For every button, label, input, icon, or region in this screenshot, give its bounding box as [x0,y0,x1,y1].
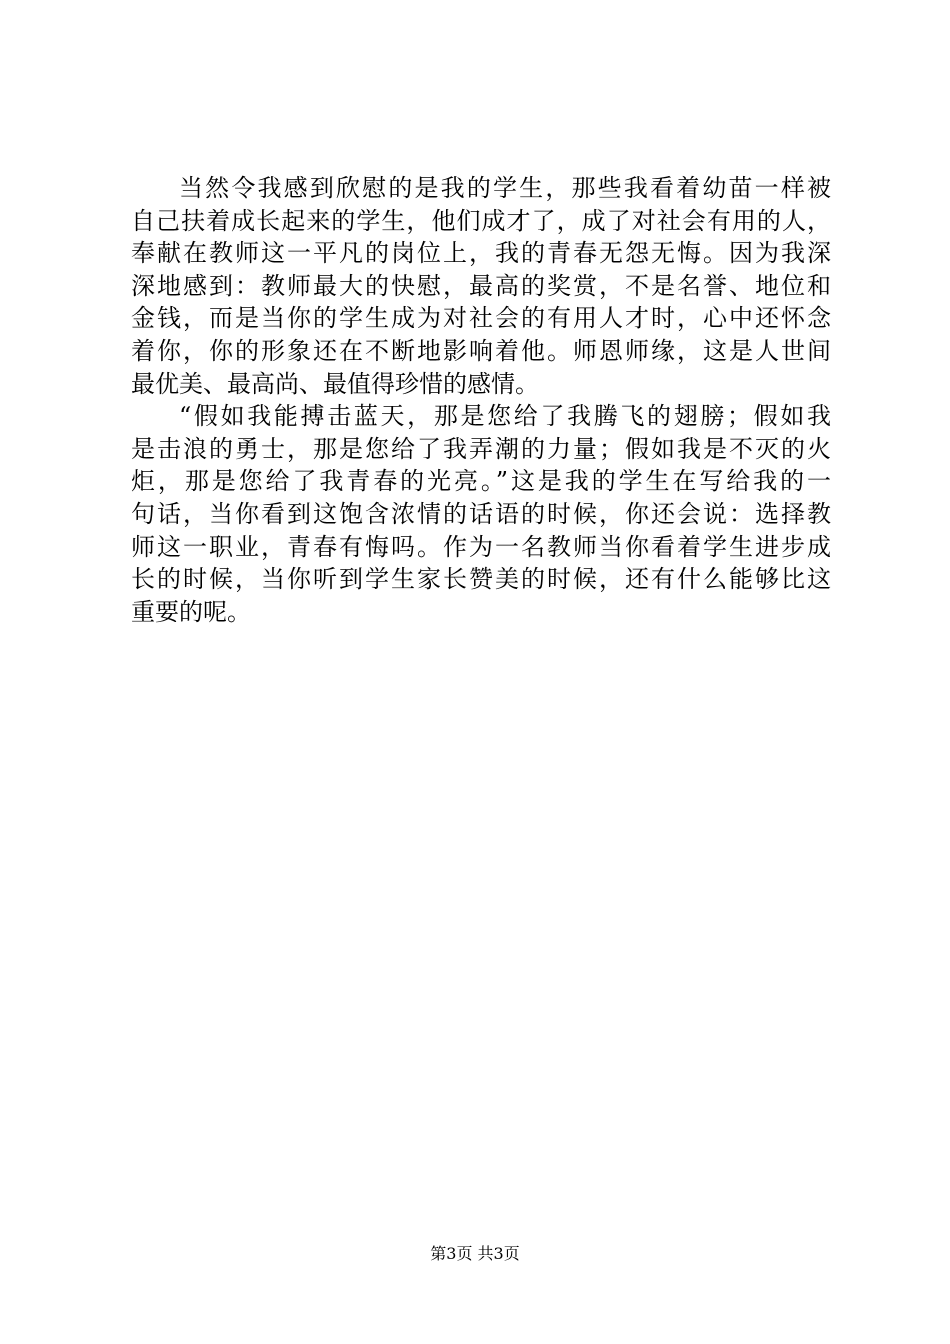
paragraph-2 [131,400,831,628]
paragraph-line: 深地感到：教师最大的快慰，最高的奖赏，不是名誉、地位和 [131,271,831,300]
paragraph-line: 奉献在教师这一平凡的岗位上，我的青春无怨无悔。因为我深 [131,239,831,268]
paragraph-line: 炬，那是您给了我青春的光亮。”这是我的学生在写给我的一 [131,467,831,496]
page-number-label: 第3页 共3页 [430,1244,520,1263]
paragraph-line: 金钱，而是当你的学生成为对社会的有用人才时，心中还怀念 [131,304,831,333]
paragraph-line: 着你，你的形象还在不断地影响着他。师恩师缘，这是人世间 [131,336,831,365]
paragraph-line: 师这一职业，青春有悔吗。作为一名教师当你看着学生进步成 [131,532,831,561]
paragraph-line: 是击浪的勇士，那是您给了我弄潮的力量；假如我是不灭的火 [131,434,831,463]
paragraph-line: 当然令我感到欣慰的是我的学生，那些我看着幼苗一样被 [179,174,831,202]
document-body [131,172,831,628]
paragraph-line: “假如我能搏击蓝天，那是您给了我腾飞的翅膀；假如我 [179,402,831,431]
paragraph-line: 最优美、最高尚、最值得珍惜的感情。 [131,369,539,398]
paragraph-line: 长的时候，当你听到学生家长赞美的时候，还有什么能够比这 [131,565,831,594]
page-footer [0,1244,950,1264]
paragraph-line: 自己扶着成长起来的学生，他们成才了，成了对社会有用的人， [131,206,831,235]
paragraph-line: 句话，当你看到这饱含浓情的话语的时候，你还会说：选择教 [131,499,831,528]
paragraph-line: 重要的呢。 [131,597,251,626]
paragraph-1 [131,172,831,400]
